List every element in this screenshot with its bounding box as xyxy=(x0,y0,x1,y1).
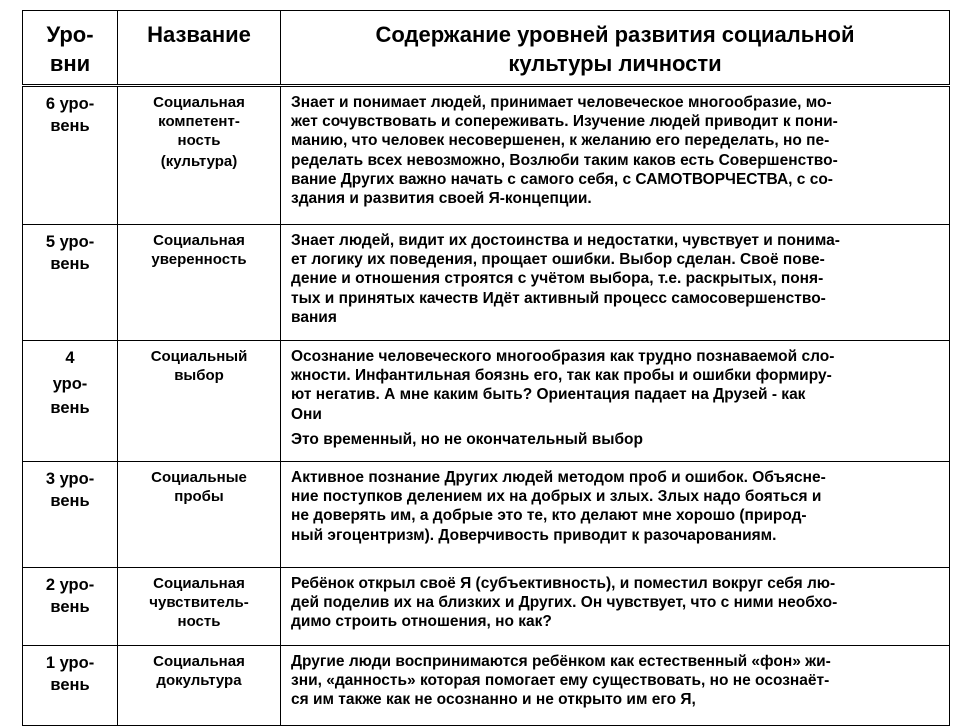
level-label: уро- xyxy=(52,375,88,393)
level-label: вень xyxy=(50,255,90,273)
level-cell xyxy=(23,341,118,462)
level-label: 6 уро- xyxy=(45,95,95,113)
name-line: Социальная xyxy=(153,232,245,249)
content-cell xyxy=(281,225,950,341)
content-paragraph xyxy=(291,347,941,424)
level-label: 2 уро- xyxy=(45,576,95,594)
header-content-line: культуры личности xyxy=(508,51,722,76)
header-level-line: вни xyxy=(49,51,91,76)
level-row-6 xyxy=(23,86,950,225)
level-label: вень xyxy=(50,492,90,510)
level-cell xyxy=(23,568,118,646)
content-line: вания xyxy=(291,308,337,326)
header-level-line: Уро- xyxy=(46,22,94,47)
content-line: ся им также как не осознанно и не открыто им его Я, xyxy=(291,691,696,709)
level-row-2 xyxy=(23,568,950,646)
level-label: вень xyxy=(50,598,90,616)
content-cell xyxy=(281,86,950,225)
level-label: 3 уро- xyxy=(45,470,95,488)
content-cell xyxy=(281,646,950,726)
header-row xyxy=(23,11,950,86)
content-paragraph xyxy=(291,468,941,545)
name-cell xyxy=(118,568,281,646)
content-line: димо строить отношения, но как? xyxy=(291,613,552,631)
level-cell xyxy=(23,225,118,341)
content-cell xyxy=(281,568,950,646)
levels-table xyxy=(22,10,950,726)
header-level xyxy=(23,11,118,86)
content-line: ют негатив. А мне каким быть? Ориентация падает на Друзей - как xyxy=(291,386,806,404)
content-line: Другие люди воспринимаются ребёнком как естественный «фон» жи- xyxy=(291,653,831,670)
level-label: вень xyxy=(50,676,90,694)
name-line: Социальная xyxy=(153,653,245,670)
content-line: Это временный, но не окончательный выбор xyxy=(291,430,643,448)
name-line: компетент- xyxy=(158,113,240,130)
content-line: вание Других важно начать с самого себя, с САМОТВОРЧЕСТВА, с со- xyxy=(291,170,833,188)
content-paragraph xyxy=(291,93,941,208)
name-cell xyxy=(118,646,281,726)
content-paragraph xyxy=(291,574,941,632)
content-line: тых и принятых качеств Идёт активный процесс самосовершенство- xyxy=(291,289,826,307)
name-line: Социальный xyxy=(150,348,248,365)
name-line: выбор xyxy=(174,367,224,384)
level-label: 5 уро- xyxy=(45,233,95,251)
name-cell xyxy=(118,341,281,462)
content-line: манию, что человек несовершенен, к желанию его переделать, но пе- xyxy=(291,132,830,150)
content-line: Знает людей, видит их достоинства и недостатки, чувствует и понима- xyxy=(291,232,840,249)
content-line: Знает и понимает людей, принимает человеческое многообразие, мо- xyxy=(291,94,832,111)
content-line: Осознание человеческого многообразия как трудно познаваемой сло- xyxy=(291,348,835,365)
header-name-text: Название xyxy=(147,22,251,47)
name-cell xyxy=(118,462,281,568)
content-line: ный эгоцентризм). Доверчивость приводит к разочарованиям. xyxy=(291,526,777,544)
content-paragraph xyxy=(291,231,941,327)
header-content-line: Содержание уровней развития социальной xyxy=(375,22,855,47)
content-line: дей поделив их на близких и Других. Он чувствует, что с ними необхо- xyxy=(291,594,838,612)
name-line: пробы xyxy=(174,488,224,505)
level-label: вень xyxy=(50,399,90,417)
name-line: Социальная xyxy=(153,94,245,111)
name-line: уверенность xyxy=(151,251,247,268)
level-cell xyxy=(23,86,118,225)
name-line: чувствитель- xyxy=(149,594,249,611)
content-paragraph xyxy=(291,430,941,449)
content-line: дение и отношения строятся с учётом выбора, т.е. раскрытых, поня- xyxy=(291,270,824,288)
header-name xyxy=(118,11,281,86)
level-cell xyxy=(23,646,118,726)
content-line: здания и развития своей Я-концепции. xyxy=(291,190,592,208)
level-cell xyxy=(23,462,118,568)
level-row-4 xyxy=(23,341,950,462)
content-line: жет сочувствовать и сопереживать. Изучение людей приводит к пони- xyxy=(291,113,838,131)
name-line: ность xyxy=(177,132,221,149)
level-row-3 xyxy=(23,462,950,568)
content-line: не доверять им, а добрые это те, кто делают мне хорошо (природ- xyxy=(291,507,807,525)
name-cell xyxy=(118,225,281,341)
level-label: 4 xyxy=(65,349,75,367)
name-line: (культура) xyxy=(160,153,238,170)
content-line: ределать всех невозможно, Возлюби таким каков есть Совершенство- xyxy=(291,151,838,169)
name-line: ность xyxy=(177,613,221,630)
name-line: докультура xyxy=(156,672,242,689)
level-row-1 xyxy=(23,646,950,726)
header-content xyxy=(281,11,950,86)
content-cell xyxy=(281,462,950,568)
level-row-5 xyxy=(23,225,950,341)
name-cell xyxy=(118,86,281,225)
content-line: зни, «данность» которая помогает ему существовать, но не осознаёт- xyxy=(291,672,830,690)
level-label: 1 уро- xyxy=(45,654,95,672)
content-line: Ребёнок открыл своё Я (субъективность), и поместил вокруг себя лю- xyxy=(291,575,836,592)
name-line: Социальная xyxy=(153,575,245,592)
content-line: Активное познание Других людей методом проб и ошибок. Объясне- xyxy=(291,469,826,486)
level-label: вень xyxy=(50,117,90,135)
name-line: Социальные xyxy=(151,469,247,486)
content-line: Они xyxy=(291,405,322,423)
content-cell xyxy=(281,341,950,462)
content-line: ние поступков делением их на добрых и злых. Злых надо бояться и xyxy=(291,488,822,506)
content-paragraph xyxy=(291,652,941,710)
content-line: ет логику их поведения, прощает ошибки. Выбор сделан. Своё пове- xyxy=(291,251,825,269)
content-line: жности. Инфантильная боязнь его, так как пробы и ошибки формиру- xyxy=(291,367,832,385)
